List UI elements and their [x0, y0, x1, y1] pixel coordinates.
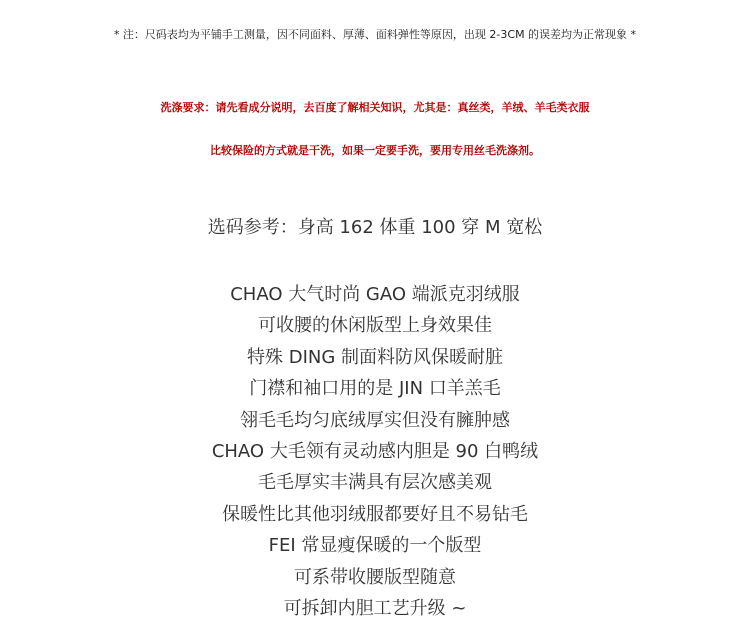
- feature-item: 特殊 DING 制面料防风保暖耐脏: [246, 346, 504, 368]
- feature-list: [0, 279, 750, 624]
- feature-item: 可收腰的休闲版型上身效果佳: [258, 315, 492, 337]
- feature-item: CHAO 大气时尚 GAO 端派克羽绒服: [230, 284, 520, 305]
- feature-item: 可系带收腰版型随意: [294, 566, 456, 588]
- feature-item: 翎毛毛均匀底绒厚实但没有臃肿感: [240, 409, 510, 431]
- feature-item: 保暖性比其他羽绒服都要好且不易钻毛: [222, 503, 528, 525]
- feature-item: 毛毛厚实丰满具有层次感美观: [258, 472, 492, 494]
- feature-item: FEI 常显瘦保暖的一个版型: [268, 535, 482, 557]
- washing-instructions-line-2: 比较保险的方式就是干洗，如果一定要手洗，要用专用丝毛洗涤剂。: [210, 144, 540, 157]
- feature-item: CHAO 大毛领有灵动感内胆是 90 白鸭绒: [211, 441, 539, 463]
- feature-item: 门襟和袖口用的是 JIN 口羊羔毛: [249, 378, 501, 400]
- size-measurement-note: * 注：尺码表均为平铺手工测量，因不同面料、厚薄、面料弹性等原因，出现 2-3CM 的误差均为正常现象 *: [113, 28, 637, 41]
- feature-item: 可拆卸内胆工艺升级 ~: [283, 598, 467, 620]
- washing-instructions-line-1: 洗涤要求：请先看成分说明，去百度了解相关知识，尤其是：真丝类，羊绒、羊毛类衣服: [160, 101, 590, 114]
- size-reference: 选码参考：身高 162 体重 100 穿 M 宽松: [207, 217, 543, 238]
